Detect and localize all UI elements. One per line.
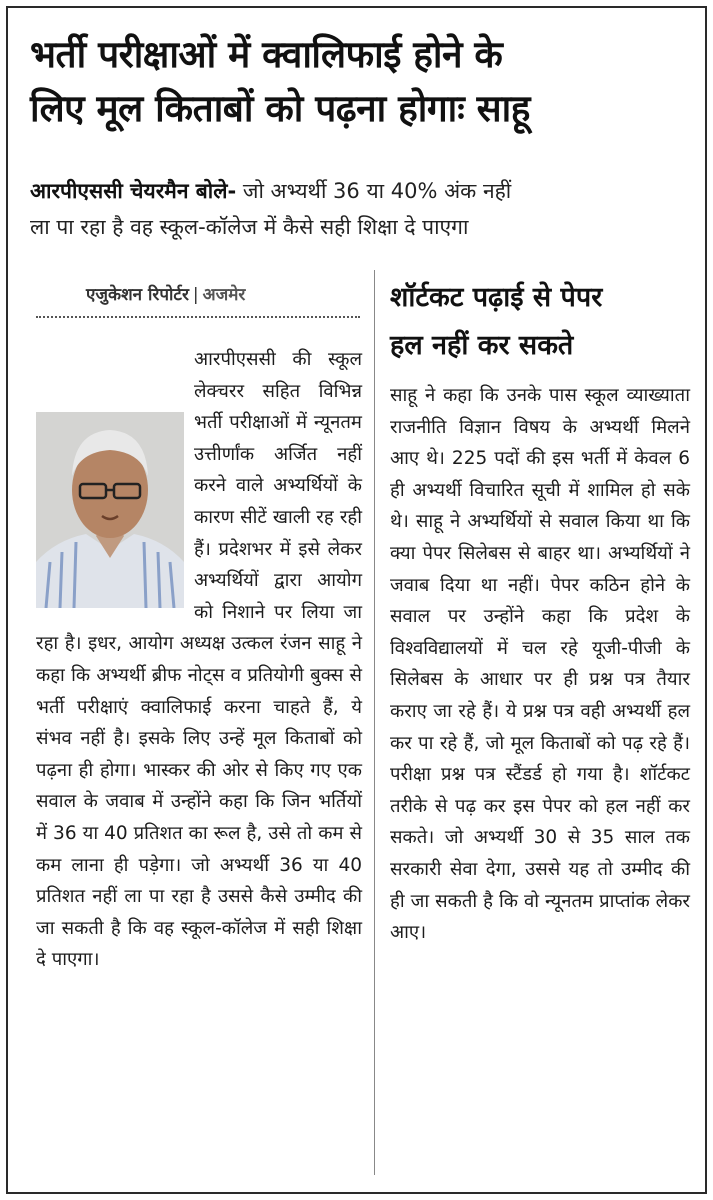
byline-separator: | xyxy=(192,285,199,305)
headline-line-2: लिए मूल किताबों को पढ़ना होगाः साहू xyxy=(30,87,530,130)
deck xyxy=(30,173,690,245)
byline-place: अजमेर xyxy=(202,285,246,305)
byline-reporter: एजुकेशन रिपोर्टर xyxy=(86,285,189,305)
portrait-illustration xyxy=(36,412,184,608)
left-column xyxy=(36,344,362,976)
column-divider xyxy=(374,270,375,1175)
portrait-photo xyxy=(36,412,184,608)
sub-headline-line-1: शॉर्टकट पढ़ाई से पेपर xyxy=(390,282,603,313)
sub-headline-line-2: हल नहीं कर सकते xyxy=(390,330,574,361)
headline xyxy=(30,28,690,136)
deck-text: जो अभ्यर्थी 36 या 40% अंक नहीं xyxy=(236,179,512,203)
deck-line-2: ला पा रहा है वह स्कूल-कॉलेज में कैसे सही शिक्षा दे पाएगा xyxy=(30,215,469,239)
deck-lead: आरपीएससी चेयरमैन बोले- xyxy=(30,179,237,203)
deck-line-1 xyxy=(30,173,690,209)
right-column-body: साहू ने कहा कि उनके पास स्कूल व्याख्याता राजनीति विज्ञान विषय के अभ्यर्थी मिलने आए थे। 225 पदों की इस भर्ती में केवल 6 ही अभ्यर्थी विचारित सूची में शामिल हो सके थे। साहू ने अभ्यर्थियों से सवाल किया था कि क्या पेपर सिलेबस से बाहर था। अभ्यर्थियों ने जवाब दिया था नहीं। पेपर कठिन होने के सवाल पर उन्होंने कहा कि प्रदेश के विश्वविद्यालयों में चल रहे यूजी-पीजी के सिलेबस के आधार पर ही प्रश्न पत्र तैयार कराए जा रहे हैं। ये प्रश्न पत्र वही अभ्यर्थी हल कर पा रहे हैं, जो मूल किताबों को पढ़ रहे हैं। परीक्षा प्रश्न पत्र स्टैंडर्ड हो गया है। शॉर्टकट तरीके से पढ़ कर इस पेपर को हल नहीं कर सकते। जो अभ्यर्थी 30 से 35 साल तक सरकारी सेवा देगा, उससे यह तो उम्मीद की ही जा सकती है कि वो न्यूनतम प्राप्तांक लेकर आए। xyxy=(390,385,690,944)
right-column xyxy=(390,380,690,949)
dotted-divider xyxy=(36,316,360,318)
left-column-body: आरपीएससी की स्कूल लेक्चरर सहित विभिन्न भर्ती परीक्षाओं में न्यूनतम उत्तीर्णांक अर्जित नहीं करने वाले अभ्यर्थियों के कारण सीटें खाली रह रही हैं। प्रदेशभर में इसे लेकर अभ्यर्थियों द्वारा आयोग को निशाने पर लिया जा रहा है। इधर, आयोग अध्यक्ष उत्कल रंजन साहू ने कहा कि अभ्यर्थी ब्रीफ नोट्स व प्रतियोगी बुक्स से भर्ती परीक्षाएं क्वालिफाई करना चाहते हैं, ये संभव नहीं है। इसके लिए उन्हें मूल किताबों को पढ़ना ही होगा। भास्कर की ओर से किए गए एक सवाल के जवाब में उन्होंने कहा कि जिन भर्तियों में 36 या 40 प्रतिशत का रूल है, उसे तो कम से कम लाना ही पड़ेगा। जो अभ्यर्थी 36 या 40 प्रतिशत नहीं ला पा रहा है उससे कैसे उम्मीद की जा सकती है कि वह स्कूल-कॉलेज में सही शिक्षा दे पाएगा। xyxy=(36,349,362,971)
headline-line-1: भर्ती परीक्षाओं में क्वालिफाई होने के xyxy=(30,33,503,76)
byline xyxy=(86,282,245,305)
sub-headline xyxy=(390,274,690,370)
